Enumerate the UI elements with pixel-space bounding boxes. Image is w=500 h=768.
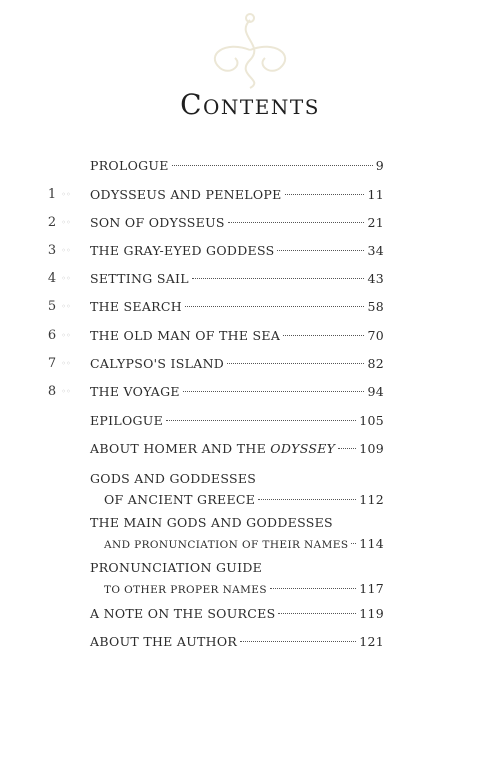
dot-leader <box>172 165 373 166</box>
chapter-number: 4 <box>47 271 57 286</box>
toc-row-chapter-5[interactable] <box>0 297 500 317</box>
toc-page-number: 94 <box>367 384 384 399</box>
toc-page-number: 119 <box>359 606 384 621</box>
toc-row-note-on-sources[interactable] <box>0 604 500 624</box>
toc-row-chapter-1[interactable] <box>0 185 500 205</box>
toc-page-number: 34 <box>367 243 384 258</box>
toc-label: PRONUNCIATION GUIDE <box>90 560 263 575</box>
toc-page-number: 58 <box>367 299 384 314</box>
dot-leader <box>192 278 365 279</box>
toc-label: EPILOGUE <box>90 413 164 428</box>
dot-leader <box>351 543 356 544</box>
dot-leader <box>258 499 356 500</box>
dot-leader <box>270 588 356 589</box>
chapter-divider-icon: ◦◦ <box>61 359 71 368</box>
dot-leader <box>338 448 356 449</box>
toc-row-about-author[interactable] <box>0 632 500 652</box>
page-title: Contents <box>180 88 320 121</box>
toc-page-number: 114 <box>359 536 384 551</box>
chapter-number: 3 <box>47 243 57 258</box>
toc-label: PROLOGUE <box>90 158 169 173</box>
toc-row-pronunciation-guide[interactable] <box>0 558 500 602</box>
decorative-swirl-icon <box>185 10 315 90</box>
chapter-divider-icon: ◦◦ <box>61 218 71 227</box>
toc-page-number: 21 <box>367 215 384 230</box>
toc-page-number: 105 <box>359 413 384 428</box>
toc-label: THE SEARCH <box>90 299 182 314</box>
chapter-divider-icon: ◦◦ <box>61 331 71 340</box>
toc-page-number: 82 <box>367 356 384 371</box>
toc-row-gods-and-goddesses[interactable] <box>0 469 500 513</box>
toc-label-line2: OF ANCIENT GREECE <box>104 492 256 507</box>
toc-label: ABOUT HOMER AND THE <box>90 441 271 456</box>
toc-row-main-gods[interactable] <box>0 513 500 557</box>
dot-leader <box>183 391 365 392</box>
toc-page-number: 70 <box>367 328 384 343</box>
chapter-number: 6 <box>47 328 57 343</box>
toc-label: ODYSSEUS AND PENELOPE <box>90 187 282 202</box>
toc-label: THE GRAY-EYED GODDESS <box>90 243 275 258</box>
toc-page-number: 117 <box>359 581 384 596</box>
chapter-number: 1 <box>47 187 57 202</box>
chapter-divider-icon: ◦◦ <box>61 246 71 255</box>
toc-label-line2: TO OTHER PROPER NAMES <box>104 584 267 596</box>
toc-row-chapter-8[interactable] <box>0 382 500 402</box>
toc-row-chapter-2[interactable] <box>0 213 500 233</box>
chapter-number: 2 <box>47 215 57 230</box>
chapter-number: 7 <box>47 356 57 371</box>
toc-page-number: 112 <box>359 492 384 507</box>
chapter-number: 8 <box>47 384 57 399</box>
toc-label: THE VOYAGE <box>90 384 180 399</box>
chapter-divider-icon: ◦◦ <box>61 190 71 199</box>
toc-label: A NOTE ON THE SOURCES <box>90 606 276 621</box>
dot-leader <box>277 250 364 251</box>
dot-leader <box>185 306 365 307</box>
toc-row-chapter-6[interactable] <box>0 326 500 346</box>
toc-page-number: 109 <box>359 441 384 456</box>
chapter-divider-icon: ◦◦ <box>61 274 71 283</box>
dot-leader <box>166 420 356 421</box>
toc-label-line2: AND PRONUNCIATION OF THEIR NAMES <box>104 539 349 551</box>
chapter-number: 5 <box>47 299 57 314</box>
dot-leader <box>240 641 356 642</box>
toc-row-prologue[interactable] <box>0 156 500 176</box>
toc-row-chapter-4[interactable] <box>0 269 500 289</box>
toc-label: GODS AND GODDESSES <box>90 471 257 486</box>
toc-row-chapter-7[interactable] <box>0 354 500 374</box>
toc-label-italic: ODYSSEY <box>270 441 336 456</box>
toc-label: SON OF ODYSSEUS <box>90 215 225 230</box>
toc-page-number: 121 <box>359 634 384 649</box>
toc-label: THE OLD MAN OF THE SEA <box>90 328 281 343</box>
dot-leader <box>285 194 365 195</box>
dot-leader <box>228 222 365 223</box>
toc-label: ABOUT THE AUTHOR <box>90 634 238 649</box>
dot-leader <box>227 363 364 364</box>
toc-row-about-homer[interactable] <box>0 439 500 459</box>
dot-leader <box>278 613 356 614</box>
toc-page-number: 43 <box>367 271 384 286</box>
toc-page-number: 9 <box>375 158 384 173</box>
chapter-divider-icon: ◦◦ <box>61 302 71 311</box>
chapter-divider-icon: ◦◦ <box>61 387 71 396</box>
toc-label: CALYPSO'S ISLAND <box>90 356 225 371</box>
toc-label: SETTING SAIL <box>90 271 189 286</box>
dot-leader <box>283 335 364 336</box>
toc-row-chapter-3[interactable] <box>0 241 500 261</box>
toc-page-number: 11 <box>367 187 384 202</box>
toc-label: THE MAIN GODS AND GODDESSES <box>90 515 333 530</box>
toc-row-epilogue[interactable] <box>0 411 500 431</box>
